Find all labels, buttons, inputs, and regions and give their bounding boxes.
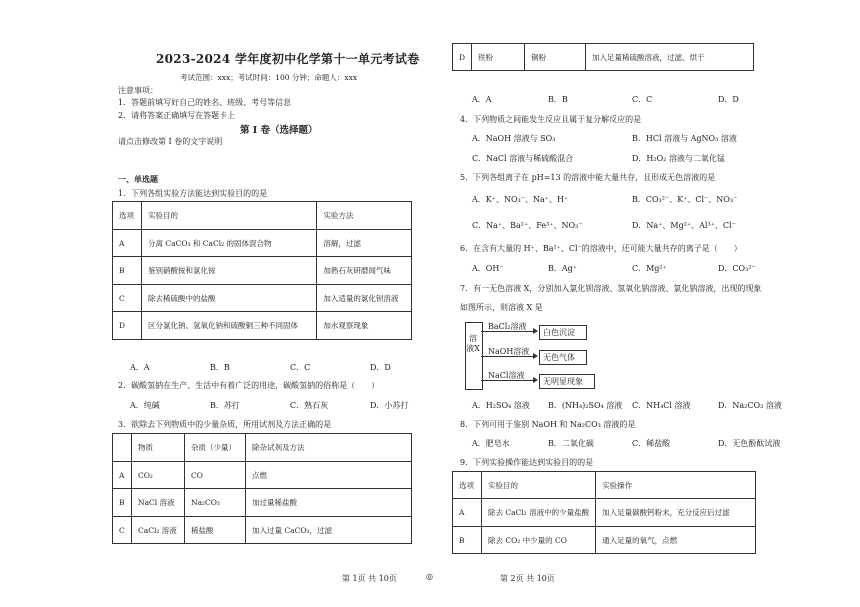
table-row [113,257,412,285]
table-row [113,489,412,517]
exam-info: 考试范围：xxx；考试时间：100 分钟；命题人：xxx [180,73,358,82]
q8-option-c: C．稀盐酸 [632,439,671,448]
table-cell: 加入足量碳酸钙粉末，充分反应后过滤 [596,499,756,527]
table-cell: C [113,285,142,312]
table-row [113,202,412,230]
table-header-cell: 选项 [113,202,142,230]
q7-option-c: C．NH₄Cl 溶液 [632,401,691,410]
q2-option-d: D．小苏打 [370,401,409,410]
arrowhead-nacl [533,377,538,383]
q7-stem-line2: 如图所示，则溶液 X 是 [460,303,543,312]
q9-stem: 9．下列实验操作能达到实验目的的是 [460,458,594,467]
table-cell: 除去 CaCl₂ 溶液中的少量盐酸 [482,499,596,527]
table-row [113,285,412,312]
table-cell: 稀盐酸 [185,517,246,544]
notice-title: 注意事项： [118,86,158,95]
q3-option-b: B．B [548,95,568,104]
table-cell: B [113,489,132,517]
q4-stem: 4．下列物质之间能发生反应且属于复分解反应的是 [460,115,642,124]
notice-item-1: 1．答题前填写好自己的姓名、班级、考号等信息 [118,98,292,107]
table-row [453,527,756,554]
q6-option-b: B．Ag⁺ [548,264,577,273]
arrowhead-naoh [533,353,538,359]
section-note: 请点击修改第 I 卷的文字说明 [118,137,223,146]
q4-option-b: B．HCl 溶液与 AgNO₃ 溶液 [632,134,737,143]
q7-option-b: B．(NH₄)₂SO₄ 溶液 [548,401,623,410]
q6-option-a: A．OH⁻ [472,264,504,273]
table-row [113,312,412,340]
table-cell: D [453,44,472,71]
table-header-cell: 选项 [453,472,482,499]
table-header-cell: 实验方法 [317,202,412,230]
table-cell: CO [185,462,246,489]
table-cell: 加入过量 CaCO₃，过滤 [246,517,412,544]
reagent-naoh: NaOH溶液 [488,347,530,356]
q6-option-c: C．Mg²⁺ [632,264,667,273]
q1-option-c: C．C [290,363,311,372]
q3-option-d: D．D [718,95,739,104]
table-cell: A [113,462,132,489]
page-footer-right: 第 2页 共 10页 [500,574,555,583]
arrowhead-bacl2 [533,328,538,334]
q7-option-d: D．Na₂CO₃ 溶液 [718,401,782,410]
q1-option-a: A．A [130,363,150,372]
table-header-cell: 实验目的 [142,202,317,230]
table-row [113,517,412,544]
q1-stem: 1．下列各组实验方法能达到实验目的的是 [118,189,268,198]
table-cell: 点燃 [246,462,412,489]
table-cell: 铁粉 [472,44,525,71]
q9-table [452,471,756,554]
table-cell: B [453,527,482,554]
q2-option-b: B．苏打 [210,401,240,410]
table-row [113,230,412,257]
table-row [113,462,412,489]
table-cell: 区分氯化钠、氢氧化钠和硫酸铜三种不同固体 [142,312,317,340]
table-cell: 加水观察现象 [317,312,412,340]
table-row [453,472,756,499]
q2-option-c: C．熟石灰 [290,401,329,410]
table-cell: 加熟石灰研磨闻气味 [317,257,412,285]
q5-option-d: D．Na⁺、Mg²⁺、Al³⁺、Cl⁻ [632,221,736,230]
q5-option-b: B．CO₃²⁻、K⁺、Cl⁻、NO₃⁻ [632,195,738,204]
q3-option-c: C．C [632,95,653,104]
table-cell: 铜粉 [525,44,586,71]
table-header-cell: 杂质（少量） [185,434,246,462]
table-header-cell [113,434,132,462]
result-white-precipitate: 白色沉淀 [543,328,575,337]
page-footer-left: 第 1页 共 10页 [342,574,397,583]
q8-option-a: A．肥皂水 [472,439,510,448]
exam-title: 2023-2024 学年度初中化学第十一单元考试卷 [156,52,420,66]
solution-x-label: 溶液X [466,334,480,353]
q4-option-d: D．H₂O₂ 溶液与二氧化锰 [632,154,725,163]
q2-stem: 2．碳酸氢钠在生产、生活中有着广泛的用途，碳酸氢钠的俗称是（ ） [118,381,380,390]
table-cell: CaCl₂ 溶液 [132,517,185,544]
table-cell: 加过量稀盐酸 [246,489,412,517]
table-cell: 鉴别硝酸铵和氯化铵 [142,257,317,285]
q1-option-d: D．D [370,363,391,372]
table-cell: 加入足量稀硫酸溶液，过滤、烘干 [586,44,754,71]
table-header-cell: 除杂试剂及方法 [246,434,412,462]
table-cell: Na₂CO₃ [185,489,246,517]
notice-item-2: 2．请将答案正确填写在答题卡上 [118,111,236,120]
table-row [453,44,754,71]
q1-option-b: B．B [210,363,230,372]
q5-stem: 5．下列各组离子在 pH=13 的溶液中能大量共存，且形成无色溶液的是 [460,173,716,182]
reagent-bacl2: BaCl₂溶液 [488,322,527,331]
q4-option-a: A．NaOH 溶液与 SO₃ [472,134,556,143]
q7-stem-line1: 7．有一无色溶液 X，分别加入氯化钡溶液、氢氧化钠溶液、氯化钠溶液，出现的现象 [460,284,762,293]
table-cell: C [113,517,132,544]
q7-option-a: A．H₂SO₄ 溶液 [472,401,530,410]
reagent-nacl: NaCl溶液 [488,371,525,380]
table-cell: A [113,230,142,257]
q8-option-d: D．无色酚酞试液 [718,439,781,448]
part-title: 一、单选题 [118,174,158,184]
table-row [113,434,412,462]
table-cell: CO₂ [132,462,185,489]
table-cell: B [113,257,142,285]
table-cell: D [113,312,142,340]
result-colorless-gas: 无色气体 [543,353,575,362]
table-cell: A [453,499,482,527]
q4-option-c: C．NaCl 溶液与稀硫酸混合 [472,154,574,163]
q2-option-a: A．纯碱 [130,401,160,410]
q3-option-a: A．A [472,95,492,104]
q8-stem: 8．下列可用于鉴别 NaOH 和 Na₂CO₃ 溶液的是 [460,420,636,429]
table-row [453,499,756,527]
q3-table-continued [452,43,754,71]
q8-option-b: B．二氧化碳 [548,439,594,448]
table-cell: 溶解，过滤 [317,230,412,257]
q6-option-d: D．CO₃²⁻ [718,264,756,273]
q1-table [112,201,412,340]
table-cell: NaCl 溶液 [132,489,185,517]
section-title: 第 I 卷（选择题） [240,125,318,136]
table-header-cell: 物质 [132,434,185,462]
center-binding-mark: ◎ [426,572,433,581]
table-header-cell: 实验操作 [596,472,756,499]
table-cell: 除去 CO₂ 中少量的 CO [482,527,596,554]
table-header-cell: 实验目的 [482,472,596,499]
q5-option-a: A．K⁺、NO₃⁻、Na⁺、H⁺ [472,195,569,204]
table-cell: 通入足量的氧气，点燃 [596,527,756,554]
table-cell: 加入适量的氯化钡溶液 [317,285,412,312]
result-no-change: 无明显现象 [543,377,583,386]
table-cell: 除去稀硫酸中的盐酸 [142,285,317,312]
table-cell: 分离 CaCO₃ 和 CaCl₂ 的固体混合物 [142,230,317,257]
q5-option-c: C．Na⁺、Ba²⁺、Fe³⁺、NO₃⁻ [472,221,583,230]
q3-table [112,433,412,544]
q6-stem: 6．在含有大量的 H⁺、Ba²⁺、Cl⁻的溶液中，还可能大量共存的离子是（ ） [460,244,742,253]
q3-stem: 3．欲除去下列物质中的少量杂质，所用试剂及方法正确的是 [118,420,332,429]
